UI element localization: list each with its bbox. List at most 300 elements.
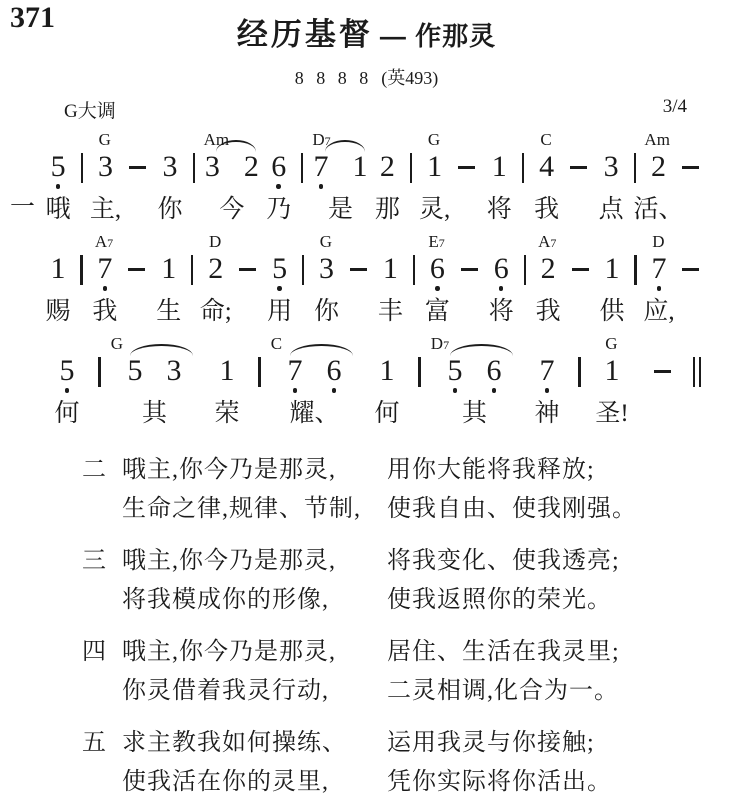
low-octave-dot	[435, 286, 440, 291]
note-column	[42, 128, 74, 225]
music-line	[10, 128, 707, 225]
chord-extension: 7	[324, 134, 331, 148]
note	[60, 355, 75, 396]
note-row	[92, 355, 107, 398]
note-digit: 7	[287, 354, 303, 387]
verse-number: 二	[82, 457, 107, 483]
note	[494, 253, 509, 294]
note-row	[522, 355, 572, 398]
note-digit: 1	[604, 252, 620, 285]
lyric-syllable: 富	[424, 298, 450, 325]
barline-column	[406, 230, 421, 327]
barline-column	[572, 332, 587, 429]
verse-line-right: 将我变化、使我透亮;	[387, 548, 620, 574]
chord-slur-area	[675, 128, 707, 151]
note-column	[643, 230, 675, 327]
note-digit: 1	[491, 150, 507, 183]
note-row	[310, 151, 371, 194]
verse-line-right: 居住、生活在我灵里;	[387, 639, 620, 665]
low-octave-dot	[276, 184, 281, 189]
barline	[193, 153, 195, 183]
barline	[524, 255, 526, 285]
note	[50, 253, 65, 294]
chord-slur-area	[200, 230, 232, 253]
duration-dash	[128, 268, 145, 271]
verse-number: 五	[82, 730, 107, 756]
note-row	[186, 151, 201, 194]
note	[161, 253, 176, 294]
chord-slur-area	[186, 128, 201, 151]
note-row	[74, 253, 89, 296]
lyric-syllable: 今	[219, 196, 245, 223]
note-column	[485, 230, 517, 327]
note-row	[628, 253, 643, 296]
barline	[522, 153, 524, 183]
octave-dot-row	[293, 387, 298, 396]
note-digit: 7	[651, 252, 667, 285]
barline-column	[92, 332, 107, 429]
verse-line-left: 你灵借着我灵行动,	[122, 678, 329, 704]
note	[353, 151, 368, 192]
lyric-syllable: 命;	[199, 298, 232, 325]
verse-line-left: 求主教我如何操练、	[122, 730, 347, 756]
chord-label	[644, 130, 670, 150]
note-row	[371, 151, 403, 194]
chord-slur-area	[92, 332, 107, 355]
note-row	[200, 253, 232, 296]
verse-line-right: 二灵相调,化合为一。	[387, 678, 619, 704]
lyric-syllable: 我	[92, 298, 118, 325]
note	[383, 253, 398, 294]
note-row	[596, 253, 628, 296]
chord-letter: G	[605, 334, 618, 353]
chord-label	[209, 232, 221, 252]
title-main: 经历基督	[236, 17, 373, 52]
verse-number	[82, 763, 122, 795]
note-row	[185, 253, 200, 296]
chord-slur-area	[596, 230, 628, 253]
note	[51, 151, 66, 192]
lyric-syllable: 你	[157, 196, 183, 223]
dash-extension-column	[121, 230, 153, 327]
chord-letter: D	[430, 334, 444, 353]
note	[272, 253, 287, 294]
note-digit: 1	[604, 354, 620, 387]
note-column	[362, 332, 412, 429]
music-line	[42, 332, 707, 429]
duration-dash	[458, 166, 475, 169]
note-digit: 5	[127, 354, 143, 387]
note-row	[89, 151, 121, 194]
note-row	[421, 253, 453, 296]
chord-slur-area	[643, 230, 675, 253]
chord-slur-area	[419, 128, 451, 151]
chord-slur-area	[371, 128, 403, 151]
octave-dot-row	[453, 387, 458, 396]
chord-extension: 7	[550, 236, 557, 250]
octave-dot-row	[435, 285, 440, 294]
barline-column	[296, 230, 311, 327]
chord-letter: A	[538, 232, 551, 251]
slur-arc	[450, 344, 513, 356]
note	[539, 151, 554, 192]
low-octave-dot	[277, 286, 282, 291]
lyric-syllable: 乃	[266, 196, 292, 223]
note-row	[153, 253, 185, 296]
key-time-row	[0, 90, 733, 123]
duration-dash	[129, 166, 146, 169]
chord-letter: G	[427, 130, 441, 149]
slur-arc	[290, 344, 353, 356]
chord-label	[540, 130, 551, 150]
octave-dot-row	[332, 387, 337, 396]
dash-extension-column	[343, 230, 375, 327]
barline-column	[412, 332, 427, 429]
note-row	[121, 253, 153, 296]
note-row	[643, 253, 675, 296]
chord-slur-area	[154, 128, 186, 151]
lyric-syllable: 那	[374, 196, 400, 223]
note-digit: 2	[208, 252, 224, 285]
chord-extension: 7	[443, 338, 450, 352]
note-column	[421, 230, 453, 327]
chord-slur-area	[637, 332, 687, 355]
low-octave-dot	[319, 184, 324, 189]
note-digit: 6	[486, 354, 502, 387]
chord-label	[320, 232, 332, 252]
slurred-note-pair	[201, 128, 262, 225]
lyric-syllable: 何	[374, 400, 400, 427]
note-row	[406, 253, 421, 296]
verse	[82, 724, 703, 795]
final-barline-left	[693, 357, 695, 387]
duration-dash	[654, 370, 671, 373]
chord-letter: E	[428, 232, 439, 251]
note-row	[252, 355, 267, 398]
note-column	[522, 332, 572, 429]
verse-line	[82, 542, 703, 581]
verse-line-right: 运用我灵与你接触;	[387, 730, 595, 756]
octave-dot-row	[319, 183, 324, 192]
chord-label	[111, 334, 123, 354]
dash-extension-column	[563, 128, 595, 225]
verse-line	[82, 451, 703, 490]
barline-column	[186, 128, 201, 225]
chord-letter: D	[208, 232, 222, 251]
chord-slur-area	[310, 128, 371, 151]
note	[380, 151, 395, 192]
note-digit: 6	[271, 150, 287, 183]
chord-extension: 7	[438, 236, 445, 250]
note-row	[263, 151, 295, 194]
note-row	[687, 355, 707, 398]
note-digit: 2	[650, 150, 666, 183]
duration-dash	[461, 268, 478, 271]
note-digit: 3	[97, 150, 113, 183]
verse-number: 一	[10, 194, 36, 221]
note-row	[675, 253, 707, 296]
note-column	[587, 332, 637, 429]
chord-slur-area	[74, 230, 89, 253]
note-row	[564, 253, 596, 296]
chord-letter: G	[110, 334, 124, 353]
chord-slur-area	[107, 332, 202, 355]
note-digit: 6	[326, 354, 342, 387]
chord-letter: D	[652, 232, 665, 251]
barline-column	[74, 230, 89, 327]
verse-line	[82, 763, 703, 795]
verse-line-right: 凭你实际将你活出。	[387, 769, 612, 795]
low-octave-dot	[103, 286, 108, 291]
note-row	[264, 253, 296, 296]
chord-slur-area	[451, 128, 483, 151]
note	[427, 151, 442, 192]
chord-letter: Am	[644, 130, 670, 149]
chord-slur-area	[295, 128, 310, 151]
lyric-syllable: 用	[267, 298, 293, 325]
note-row	[296, 253, 311, 296]
note-digit: 3	[166, 354, 182, 387]
barline	[301, 153, 303, 183]
slurred-note-pair	[107, 332, 202, 429]
barline-column	[628, 230, 643, 327]
dash-extension-column	[675, 230, 707, 327]
lyric-syllable: 其	[141, 400, 167, 427]
note-row	[374, 253, 406, 296]
chord-slur-area	[202, 332, 252, 355]
barline	[578, 357, 580, 387]
barline	[81, 153, 83, 183]
note-digit: 7	[539, 354, 555, 387]
note-digit: 7	[97, 252, 113, 285]
lyric-syllable: 灵,	[419, 196, 451, 223]
chord-label	[95, 232, 113, 252]
note-row	[42, 355, 92, 398]
note-column	[419, 128, 451, 225]
duration-dash	[682, 166, 699, 169]
duration-dash	[682, 268, 699, 271]
note-digit: 3	[603, 150, 619, 183]
note-row	[201, 151, 262, 194]
chord-slur-area	[421, 230, 453, 253]
note-column	[42, 230, 74, 327]
note	[220, 355, 235, 396]
chord-slur-area	[362, 332, 412, 355]
chord-slur-area	[563, 128, 595, 151]
note	[244, 151, 259, 192]
chord-slur-area	[687, 332, 707, 355]
note-column	[263, 128, 295, 225]
barline-column	[404, 128, 419, 225]
barline	[413, 255, 415, 285]
note-row	[485, 253, 517, 296]
chord-slur-area	[267, 332, 362, 355]
octave-dot-row	[657, 285, 662, 294]
chord-slur-area	[232, 230, 264, 253]
chord-slur-area	[89, 230, 121, 253]
note	[128, 355, 143, 396]
note	[163, 151, 178, 192]
note-column	[264, 230, 296, 327]
verse-number: 三	[82, 548, 107, 574]
chord-label	[428, 232, 444, 252]
dash-extension-column	[564, 230, 596, 327]
note-row	[412, 355, 427, 398]
note-row	[451, 151, 483, 194]
lyric-syllable: 应,	[643, 298, 675, 325]
verse-line-left: 哦主,你今乃是那灵,	[122, 457, 336, 483]
chord-slur-area	[263, 128, 295, 151]
note-column	[200, 230, 232, 327]
note-column	[633, 128, 684, 225]
chord-extension: 7	[107, 236, 114, 250]
chord-slur-area	[515, 128, 530, 151]
note-row	[267, 355, 362, 398]
note-row	[232, 253, 264, 296]
slur-arc	[325, 140, 366, 152]
chord-slur-area	[642, 128, 674, 151]
note-column	[42, 332, 92, 429]
note	[492, 151, 507, 192]
note-column	[532, 230, 564, 327]
verse-line-right: 用你大能将我释放;	[387, 457, 595, 483]
note-row	[362, 355, 412, 398]
note	[487, 355, 502, 396]
note-row	[595, 151, 627, 194]
note-row	[427, 355, 522, 398]
chord-letter: G	[98, 130, 111, 149]
verse-line-left: 哦主,你今乃是那灵,	[122, 639, 336, 665]
note-digit: 3	[204, 150, 220, 183]
note-row	[563, 151, 595, 194]
verses-section	[0, 434, 733, 795]
chord-slur-area	[483, 128, 515, 151]
verse-line	[82, 490, 703, 529]
chord-slur-area	[311, 230, 343, 253]
lyric-syllable: 我	[535, 298, 561, 325]
chord-slur-area	[122, 128, 154, 151]
note-row	[343, 253, 375, 296]
verse-line	[82, 672, 703, 711]
verse-line	[82, 581, 703, 620]
chord-slur-area	[595, 128, 627, 151]
lyric-syllable: 赐	[45, 298, 71, 325]
note-row	[515, 151, 530, 194]
final-barline-column	[687, 332, 707, 429]
note-digit: 2	[379, 150, 395, 183]
chord-label	[99, 130, 111, 150]
note	[271, 151, 286, 192]
lyric-syllable: 点	[598, 196, 624, 223]
chord-slur-area	[406, 230, 421, 253]
lyric-syllable: 将	[486, 196, 512, 223]
chord-slur-area	[296, 230, 311, 253]
chord-label	[652, 232, 664, 252]
chord-letter: D	[312, 130, 325, 149]
note-column	[154, 128, 186, 225]
note-digit: 1	[427, 150, 443, 183]
octave-dot-row	[492, 387, 497, 396]
lyric-syllable: 神	[534, 400, 560, 427]
hymn-number: 371	[10, 1, 55, 34]
chord-slur-area	[675, 230, 707, 253]
barline-column	[517, 230, 532, 327]
meter-numbers: 8 8 8 8	[294, 68, 373, 88]
low-octave-dot	[657, 286, 662, 291]
barline	[418, 357, 420, 387]
note-row	[675, 151, 707, 194]
lyric-syllable: 将	[488, 298, 514, 325]
dash-extension-column	[451, 128, 483, 225]
music-notation	[0, 123, 733, 429]
verse-number: 四	[82, 639, 107, 665]
note-column	[89, 230, 121, 327]
note	[605, 355, 620, 396]
note-digit: 5	[272, 252, 288, 285]
lyric-syllable: 圣!	[595, 400, 629, 427]
note	[651, 253, 666, 294]
note-row	[107, 355, 202, 398]
low-octave-dot	[499, 286, 504, 291]
note-digit: 3	[162, 150, 178, 183]
slurred-note-pair	[310, 128, 371, 225]
slur-arc	[130, 344, 193, 356]
verse-line-right: 使我自由、使我刚强。	[387, 496, 637, 522]
chord-letter: G	[319, 232, 333, 251]
duration-dash	[572, 268, 589, 271]
note	[319, 253, 334, 294]
note-digit: 7	[313, 150, 329, 183]
chord-slur-area	[185, 230, 200, 253]
note-row	[453, 253, 485, 296]
verse	[82, 633, 703, 711]
octave-dot-row	[545, 387, 550, 396]
lyric-syllable: 活、	[633, 196, 684, 223]
slurred-note-pair	[427, 332, 522, 429]
note-column	[371, 128, 403, 225]
chord-slur-area	[627, 128, 642, 151]
barline	[98, 357, 100, 387]
note-column	[311, 230, 343, 327]
chord-slur-area	[485, 230, 517, 253]
chord-slur-area	[564, 230, 596, 253]
note-digit: 1	[379, 354, 395, 387]
chord-slur-area	[89, 128, 121, 151]
barline	[191, 255, 193, 285]
chord-letter: C	[270, 334, 283, 353]
note-row	[419, 151, 451, 194]
chord-label	[271, 334, 282, 354]
verse-line	[82, 724, 703, 763]
note-row	[42, 151, 74, 194]
note	[205, 151, 220, 192]
note-row	[202, 355, 252, 398]
chord-slur-area	[517, 230, 532, 253]
barline	[410, 153, 412, 183]
verse-line	[82, 633, 703, 672]
lyric-syllable: 耀、	[289, 400, 340, 427]
chord-slur-area	[264, 230, 296, 253]
chord-letter: C	[540, 130, 552, 149]
note-column	[89, 128, 121, 225]
note	[97, 253, 112, 294]
note	[314, 151, 329, 192]
note	[604, 151, 619, 192]
title-subtitle: — 作那灵	[379, 21, 497, 51]
note-digit: 2	[243, 150, 259, 183]
barline-column	[74, 128, 89, 225]
note-row	[587, 355, 637, 398]
